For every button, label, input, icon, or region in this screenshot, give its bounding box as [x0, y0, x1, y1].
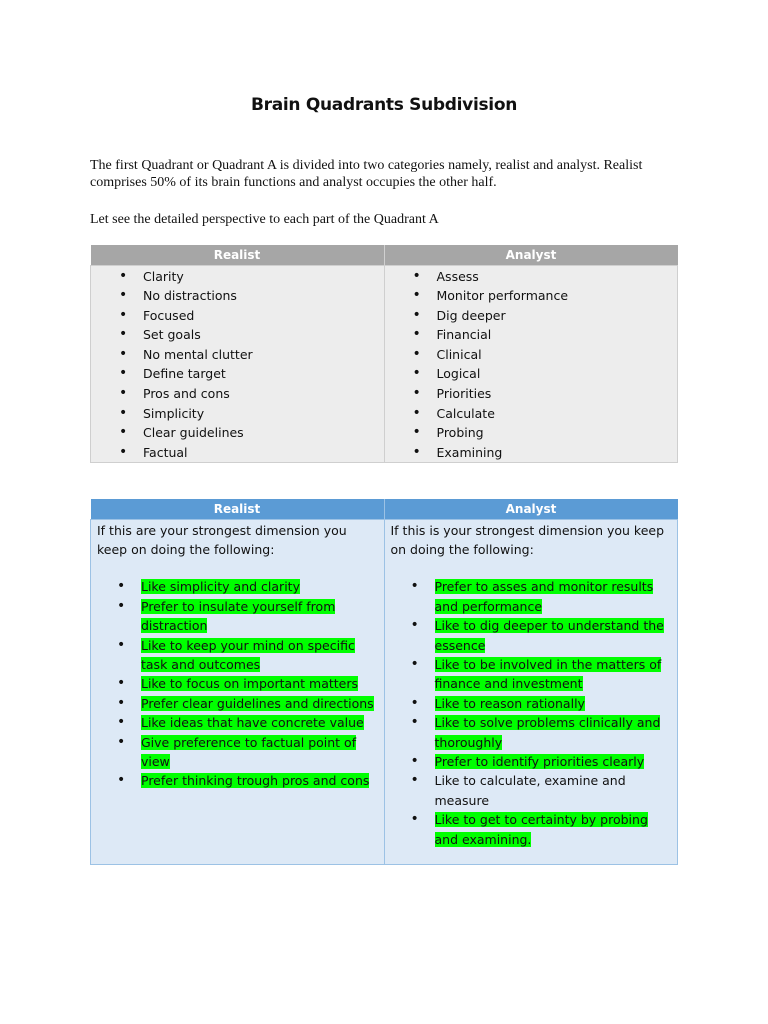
list-item [97, 597, 378, 636]
highlighted-text: Like to reason rationally [434, 695, 585, 711]
list-item: • Priorities [393, 384, 672, 404]
realist-intro: If this are your strongest dimension you keep on doing the following: [97, 522, 347, 557]
list-item [391, 713, 672, 752]
highlighted-text: Like ideas that have concrete value [141, 715, 364, 731]
list-item: • Assess [393, 267, 672, 287]
list-item: • Simplicity [99, 404, 378, 424]
list-item: • Pros and cons [99, 384, 378, 404]
traits-analyst-cell [384, 265, 678, 463]
list-item [97, 694, 378, 713]
list-item [97, 674, 378, 693]
intro-paragraph: The first Quadrant or Quadrant A is divided into two categories namely, realist and analyst. Realist comprises 50% of its brain functions and analyst occupies the other half. [90, 158, 643, 190]
list-item: • Financial [393, 325, 672, 345]
highlighted-text: Prefer thinking trough pros and cons [141, 773, 370, 789]
list-item: • Examining [393, 443, 672, 463]
traits-header-realist: Realist [91, 245, 385, 265]
list-item [391, 810, 672, 849]
list-item [97, 713, 378, 732]
list-item [391, 771, 672, 810]
traits-header-analyst: Analyst [384, 245, 678, 265]
list-item [97, 577, 378, 596]
list-item: • Clinical [393, 345, 672, 365]
behaviors-analyst-cell [384, 519, 678, 864]
behaviors-table-row [91, 519, 678, 864]
list-item: • Dig deeper [393, 306, 672, 326]
traits-table-header-row [91, 245, 678, 265]
list-item-text: Like to calculate, examine and measure [434, 773, 626, 808]
list-item [391, 616, 672, 655]
list-item: • Focused [99, 306, 378, 326]
highlighted-text: Like to get to certainty by probing and examining. [434, 812, 648, 847]
highlighted-text: Prefer to identify priorities clearly [434, 753, 645, 769]
list-item [391, 655, 672, 694]
list-item: • Define target [99, 364, 378, 384]
list-item: • No mental clutter [99, 345, 378, 365]
list-item: • Set goals [99, 325, 378, 345]
analyst-behaviors-list [391, 577, 672, 849]
highlighted-text: Like to keep your mind on specific task and outcomes [141, 637, 355, 672]
list-item [391, 577, 672, 616]
highlighted-text: Like to focus on important matters [141, 676, 358, 692]
list-item: • Clear guidelines [99, 423, 378, 443]
highlighted-text: Prefer to asses and monitor results and performance [434, 579, 654, 614]
list-item: • Clarity [99, 267, 378, 287]
highlighted-text: Like to dig deeper to understand the essence [434, 618, 664, 653]
behaviors-header-analyst: Analyst [384, 499, 678, 519]
list-item [391, 752, 672, 771]
list-item: • No distractions [99, 286, 378, 306]
list-item: • Monitor performance [393, 286, 672, 306]
highlighted-text: Prefer to insulate yourself from distraction [141, 598, 336, 634]
highlighted-text: Like to be involved in the matters of finance and investment [434, 656, 662, 692]
list-item: • Logical [393, 364, 672, 384]
traits-table-row [91, 265, 678, 463]
realist-traits-list [99, 267, 378, 463]
highlighted-text: Like to solve problems clinically and thoroughly [434, 715, 661, 750]
behaviors-table [90, 499, 678, 865]
behaviors-table-header-row [91, 499, 678, 519]
document-title: Brain Quadrants Subdivision [250, 95, 518, 115]
list-item [97, 771, 378, 790]
behaviors-realist-cell [91, 519, 385, 864]
highlighted-text: Like simplicity and clarity [141, 579, 300, 595]
list-item [391, 694, 672, 713]
list-item: • Calculate [393, 404, 672, 424]
list-item [97, 733, 378, 772]
traits-table [90, 245, 678, 463]
behaviors-header-realist: Realist [91, 499, 385, 519]
highlighted-text: Give preference to factual point of view [141, 734, 357, 769]
lead-paragraph: Let see the detailed perspective to each part of the Quadrant A [90, 212, 439, 227]
list-item [97, 636, 378, 675]
analyst-intro: If this is your strongest dimension you keep on doing the following: [390, 522, 665, 557]
analyst-traits-list [393, 267, 672, 463]
realist-behaviors-list [97, 577, 378, 790]
highlighted-text: Prefer clear guidelines and directions [141, 695, 374, 711]
list-item: • Probing [393, 423, 672, 443]
list-item: • Factual [99, 443, 378, 463]
traits-realist-cell [91, 265, 385, 463]
